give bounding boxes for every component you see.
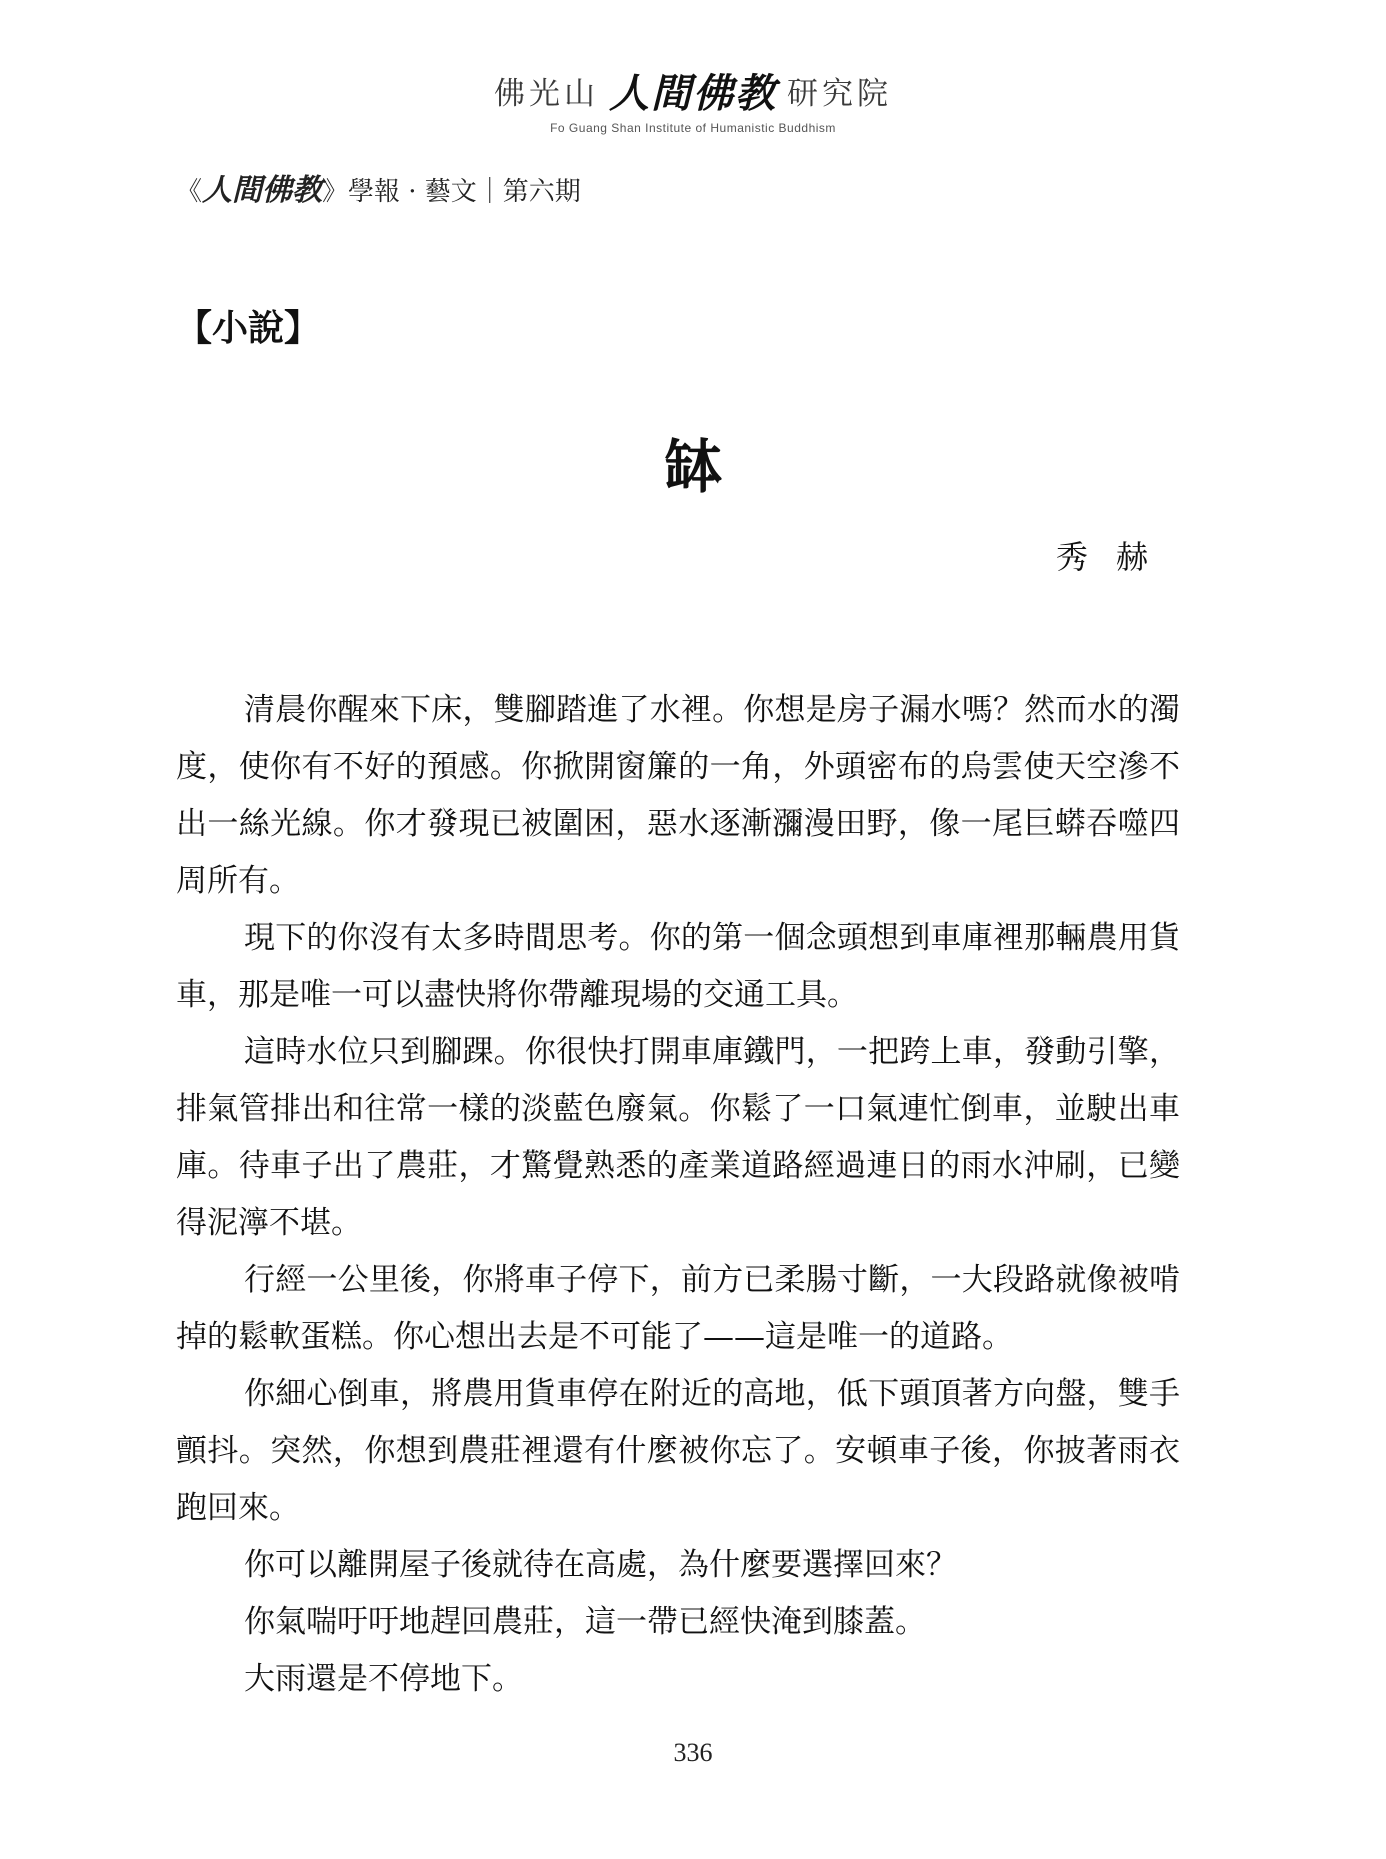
masthead (0, 62, 1386, 135)
paragraph: 你氣喘吁吁地趕回農莊，這一帶已經快淹到膝蓋。 (244, 1604, 926, 1640)
page-number: 336 (673, 1738, 713, 1767)
masthead-logo (494, 62, 892, 119)
masthead-institution-right: 研究院 (787, 76, 892, 112)
paragraph: 現下的你沒有太多時間思考。你的第一個念頭想到車庫裡那輛農用貨車，那是唯一可以盡快將你帶離現場的交通工具。 (176, 920, 1180, 1013)
journal-running-header (176, 165, 581, 209)
story-title: 缽 (663, 433, 722, 501)
paragraph: 行經一公里後，你將車子停下，前方已柔腸寸斷，一大段路就像被啃掉的鬆軟蛋糕。你心想出去是不可能了——這是唯一的道路。 (176, 1262, 1180, 1355)
masthead-english-subtitle: Fo Guang Shan Institute of Humanistic Buddhism (550, 121, 836, 135)
paragraph: 你細心倒車，將農用貨車停在附近的高地，低下頭頂著方向盤，雙手顫抖。突然，你想到農莊裡還有什麼被你忘了。安頓車子後，你披著雨衣跑回來。 (176, 1376, 1180, 1526)
journal-open-bracket: 《 (176, 177, 203, 207)
paragraph: 你可以離開屋子後就待在高處，為什麼要選擇回來？ (244, 1547, 957, 1583)
masthead-institution-left: 佛光山 (494, 76, 599, 112)
masthead-brand-calligraphy: 人間佛教 (609, 70, 777, 117)
journal-issue-info: 》學報 · 藝文｜第六期 (322, 177, 581, 207)
story-body (176, 682, 1180, 1708)
section-label: 【小說】 (176, 307, 321, 349)
journal-brand: 人間佛教 (202, 173, 323, 208)
author-name: 秀赫 (1055, 538, 1176, 576)
paragraph: 這時水位只到腳踝。你很快打開車庫鐵門，一把跨上車，發動引擎，排氣管排出和往常一樣的淡藍色廢氣。你鬆了一口氣連忙倒車，並駛出車庫。待車子出了農莊，才驚覺熟悉的產業道路經過連日的雨水沖刷，已變得泥濘不堪。 (176, 1034, 1180, 1241)
paragraph: 大雨還是不停地下。 (244, 1661, 523, 1697)
paragraph: 清晨你醒來下床，雙腳踏進了水裡。你想是房子漏水嗎？然而水的濁度，使你有不好的預感。你掀開窗簾的一角，外頭密布的烏雲使天空滲不出一絲光線。你才發現已被圍困，惡水逐漸瀰漫田野，像一尾巨蟒吞噬四周所有。 (176, 692, 1180, 899)
